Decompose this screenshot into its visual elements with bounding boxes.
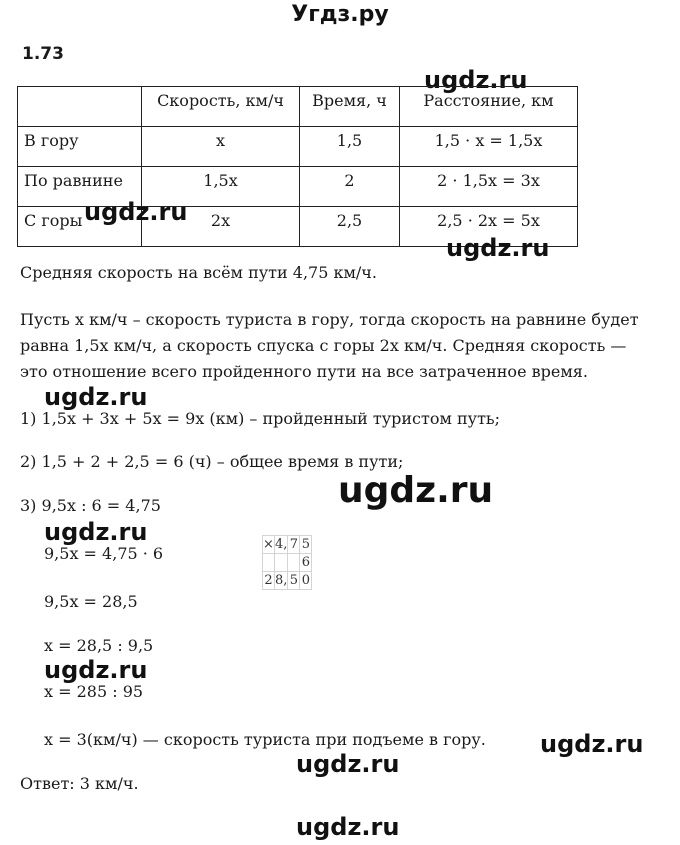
watermark: ugdz.ru [424,66,528,94]
equation-line: 9,5x = 4,75 · 6 [44,544,164,563]
multiplication-digit [263,554,275,572]
multiplication-box [262,535,312,590]
avg-speed-line: Средняя скорость на всём пути 4,75 км/ч. [20,263,377,282]
multiplication-sign: × [263,537,274,552]
multiplication-digit: 6 [301,555,311,570]
equation-line: x = 285 : 95 [44,682,144,701]
table-cell: 2,5 · 2x = 5x [400,207,578,247]
paragraph-line: равна 1,5x км/ч, а скорость спуска с горы 2x км/ч. Средняя скорость — [20,336,627,355]
solution-step: 1) 1,5x + 3x + 5x = 9x (км) – пройденный туристом путь; [20,409,501,428]
table-cell: В гору [18,127,142,167]
multiplication-digit: 8, [275,573,288,588]
solution-step: 2) 1,5 + 2 + 2,5 = 6 (ч) – общее время в пути; [20,452,404,471]
watermark: ugdz.ru [446,234,550,262]
table-cell: С горы [18,207,142,247]
table-cell: 2,5 [300,207,400,247]
table-cell: По равнине [18,167,142,207]
watermark: ugdz.ru [296,813,400,841]
paragraph-line: это отношение всего пройденного пути на все затраченное время. [20,362,588,381]
multiplication-digit: 4, [275,537,288,552]
equation-line: 9,5x = 28,5 [44,592,138,611]
watermark: ugdz.ru [338,470,494,511]
problem-number: 1.73 [22,44,64,64]
multiplication-digit [275,554,288,572]
table-header-cell: Скорость, км/ч [142,87,300,127]
watermark: ugdz.ru [540,730,644,758]
watermark: ugdz.ru [44,518,148,546]
answer-line: Ответ: 3 км/ч. [20,774,139,793]
equation-line: x = 28,5 : 9,5 [44,636,154,655]
multiplication-digit: 5 [301,537,311,552]
table-header-cell: Время, ч [300,87,400,127]
table-cell: 1,5 [300,127,400,167]
solution-step: 3) 9,5x : 6 = 4,75 [20,496,161,515]
multiplication-digit: 2 [264,573,273,588]
multiplication-digit [288,554,300,572]
table-cell: 2 · 1,5x = 3x [400,167,578,207]
table-row [18,127,578,167]
watermark: ugdz.ru [296,750,400,778]
watermark: ugdz.ru [84,198,188,226]
table-cell: 1,5x [142,167,300,207]
table-header-cell: Расстояние, км [400,87,578,127]
equation-line: x = 3(км/ч) — скорость туриста при подъеме в гору. [44,730,486,749]
site-title: Угдз.ру [291,2,389,27]
table-header-cell [18,87,142,127]
multiplication-digit: 5 [289,573,299,588]
watermark: ugdz.ru [44,656,148,684]
table-cell: 2x [142,207,300,247]
table-cell: x [142,127,300,167]
multiplication-digit: 0 [301,573,311,588]
table-cell: 2 [300,167,400,207]
multiplication-digit: 7 [289,537,299,552]
table-header-row [18,87,578,127]
paragraph-line: Пусть x км/ч – скорость туриста в гору, тогда скорость на равнине будет [20,310,639,329]
table-cell: 1,5 · x = 1,5x [400,127,578,167]
watermark: ugdz.ru [44,383,148,411]
